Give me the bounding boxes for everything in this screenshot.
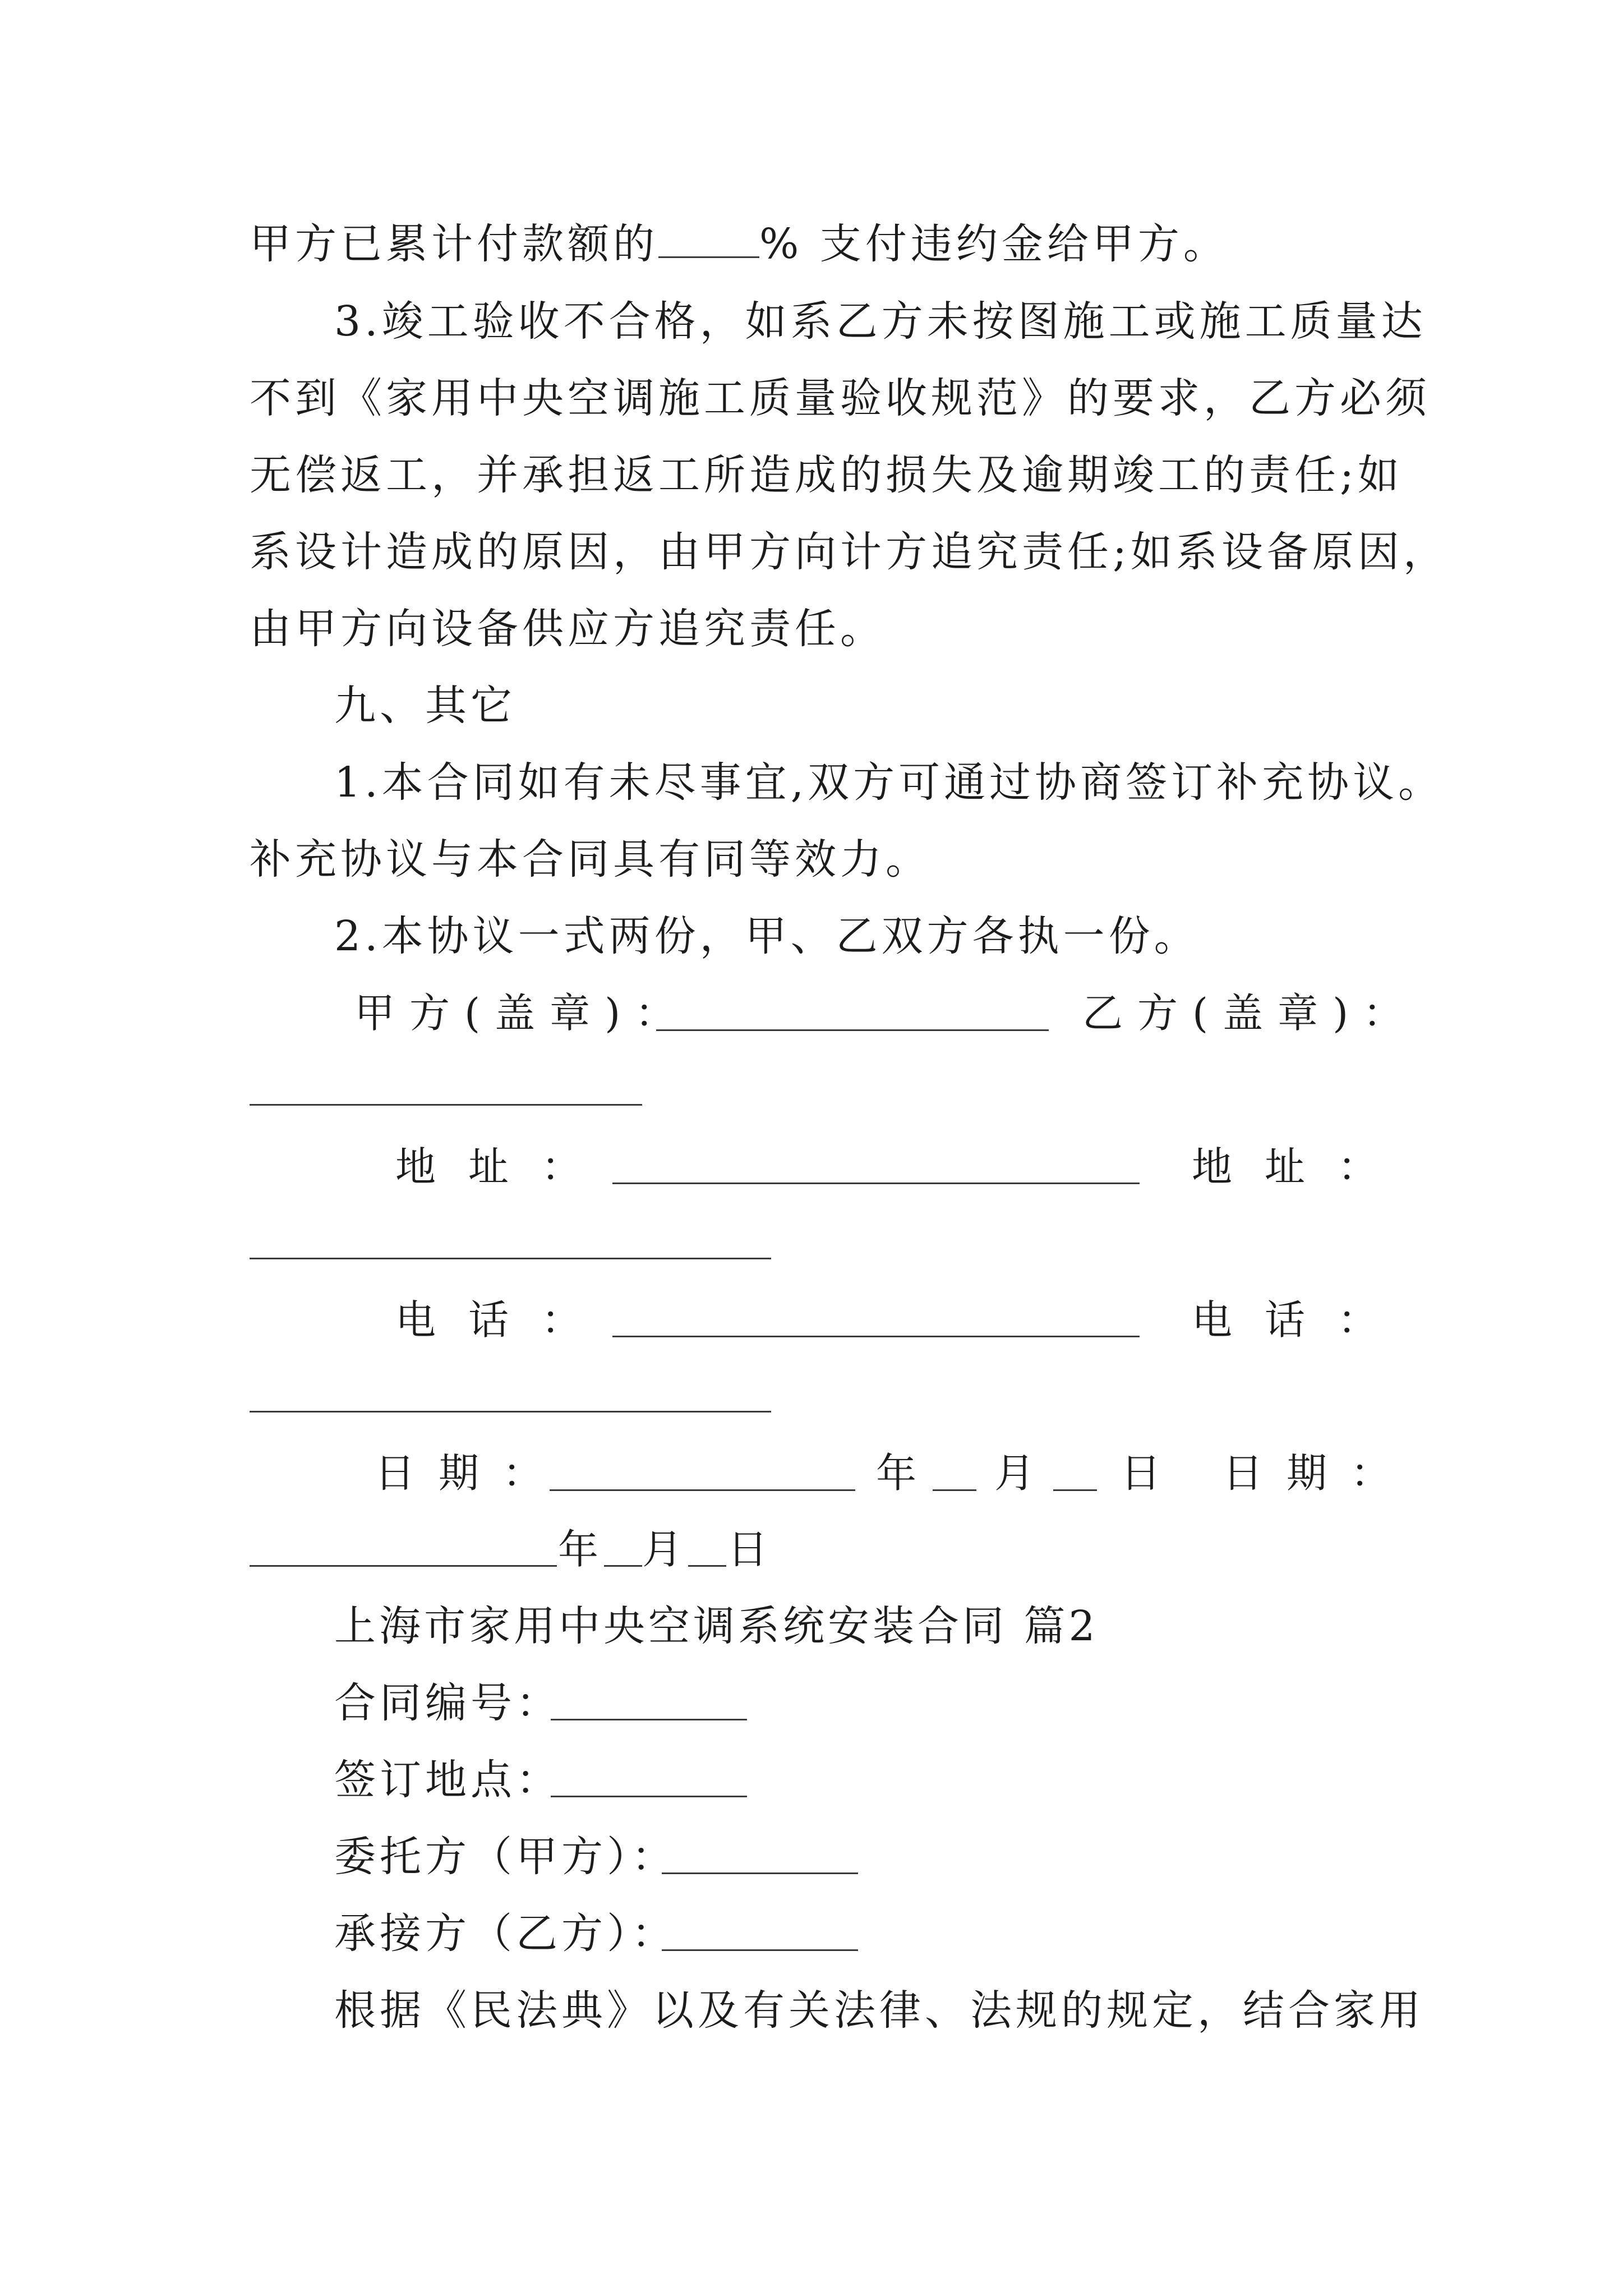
percent-blank xyxy=(658,217,759,258)
date-b-blank xyxy=(250,1565,557,1567)
date-a-day-blank xyxy=(1053,1489,1097,1491)
date-b-day-blank xyxy=(688,1565,726,1567)
phone-b-blank xyxy=(250,1411,771,1412)
party-a-seal-blank xyxy=(656,1029,1049,1031)
clause-text-line: 甲方已累计付款额的 % 支付违约金给甲方。 xyxy=(250,216,1229,272)
client-label: 委托方（甲方）： xyxy=(334,1833,677,1881)
intro-text-line: 根据《民法典》以及有关法律、法规的规定，结合家用 xyxy=(334,1986,1424,2035)
section-heading: 九、其它 xyxy=(334,682,516,730)
clause-text-line: 3.竣工验收不合格，如系乙方未按图施工或施工质量达 xyxy=(334,297,1427,346)
contract-no-label: 合同编号： xyxy=(334,1679,561,1727)
sign-place-label: 签订地点： xyxy=(334,1756,561,1804)
date-a-month: 月 xyxy=(994,1450,1050,1497)
clause-text-line: 无偿返工，并承担返工所造成的损失及逾期竣工的责任;如 xyxy=(250,451,1403,499)
address-a-blank xyxy=(612,1182,1140,1184)
phone-a-blank xyxy=(612,1336,1140,1337)
date-b-day: 日 xyxy=(727,1526,780,1573)
contract-title: 上海市家用中央空调系统安装合同 篇2 xyxy=(334,1602,1099,1650)
party-a-seal-label: 甲方(盖章)： xyxy=(354,990,690,1037)
sign-place-blank xyxy=(551,1796,747,1797)
party-b-seal-label: 乙方(盖章)： xyxy=(1082,990,1418,1037)
date-b-month: 月 xyxy=(642,1526,694,1573)
client-blank xyxy=(662,1872,858,1874)
address-b-blank xyxy=(250,1258,771,1259)
clause-text-line: 不到《家用中央空调施工质量验收规范》的要求，乙方必须 xyxy=(250,374,1431,422)
contractor-blank xyxy=(662,1949,858,1951)
address-a-label: 地址： xyxy=(395,1143,615,1190)
phone-a-label: 电话： xyxy=(395,1296,615,1343)
clause-text-line: 系设计造成的原因，由甲方向计方追究责任;如系设备原因， xyxy=(250,528,1449,576)
clause-text-line: 1.本合同如有未尽事宜,双方可通过协商签订补充协议。 xyxy=(334,758,1444,807)
date-a-day: 日 xyxy=(1121,1450,1176,1497)
date-a-year: 年 xyxy=(876,1450,932,1497)
party-b-seal-blank xyxy=(250,1104,642,1106)
clause-text-line: 2.本协议一式两份，甲、乙双方各执一份。 xyxy=(334,912,1200,960)
clause-text-line: 补充协议与本合同具有同等效力。 xyxy=(250,835,931,884)
date-a-month-blank xyxy=(933,1489,976,1491)
contract-no-blank xyxy=(551,1719,747,1720)
contractor-label: 承接方（乙方）： xyxy=(334,1910,677,1958)
date-a-blank xyxy=(550,1489,855,1491)
date-b-month-blank xyxy=(604,1565,642,1567)
phone-b-label: 电话： xyxy=(1192,1296,1411,1343)
date-b-year: 年 xyxy=(558,1526,610,1573)
clause-text-line: 由甲方向设备供应方追究责任。 xyxy=(250,605,886,653)
date-a-label: 日期： xyxy=(375,1450,567,1497)
address-b-label: 地址： xyxy=(1192,1143,1411,1190)
date-b-label: 日期： xyxy=(1223,1450,1415,1497)
